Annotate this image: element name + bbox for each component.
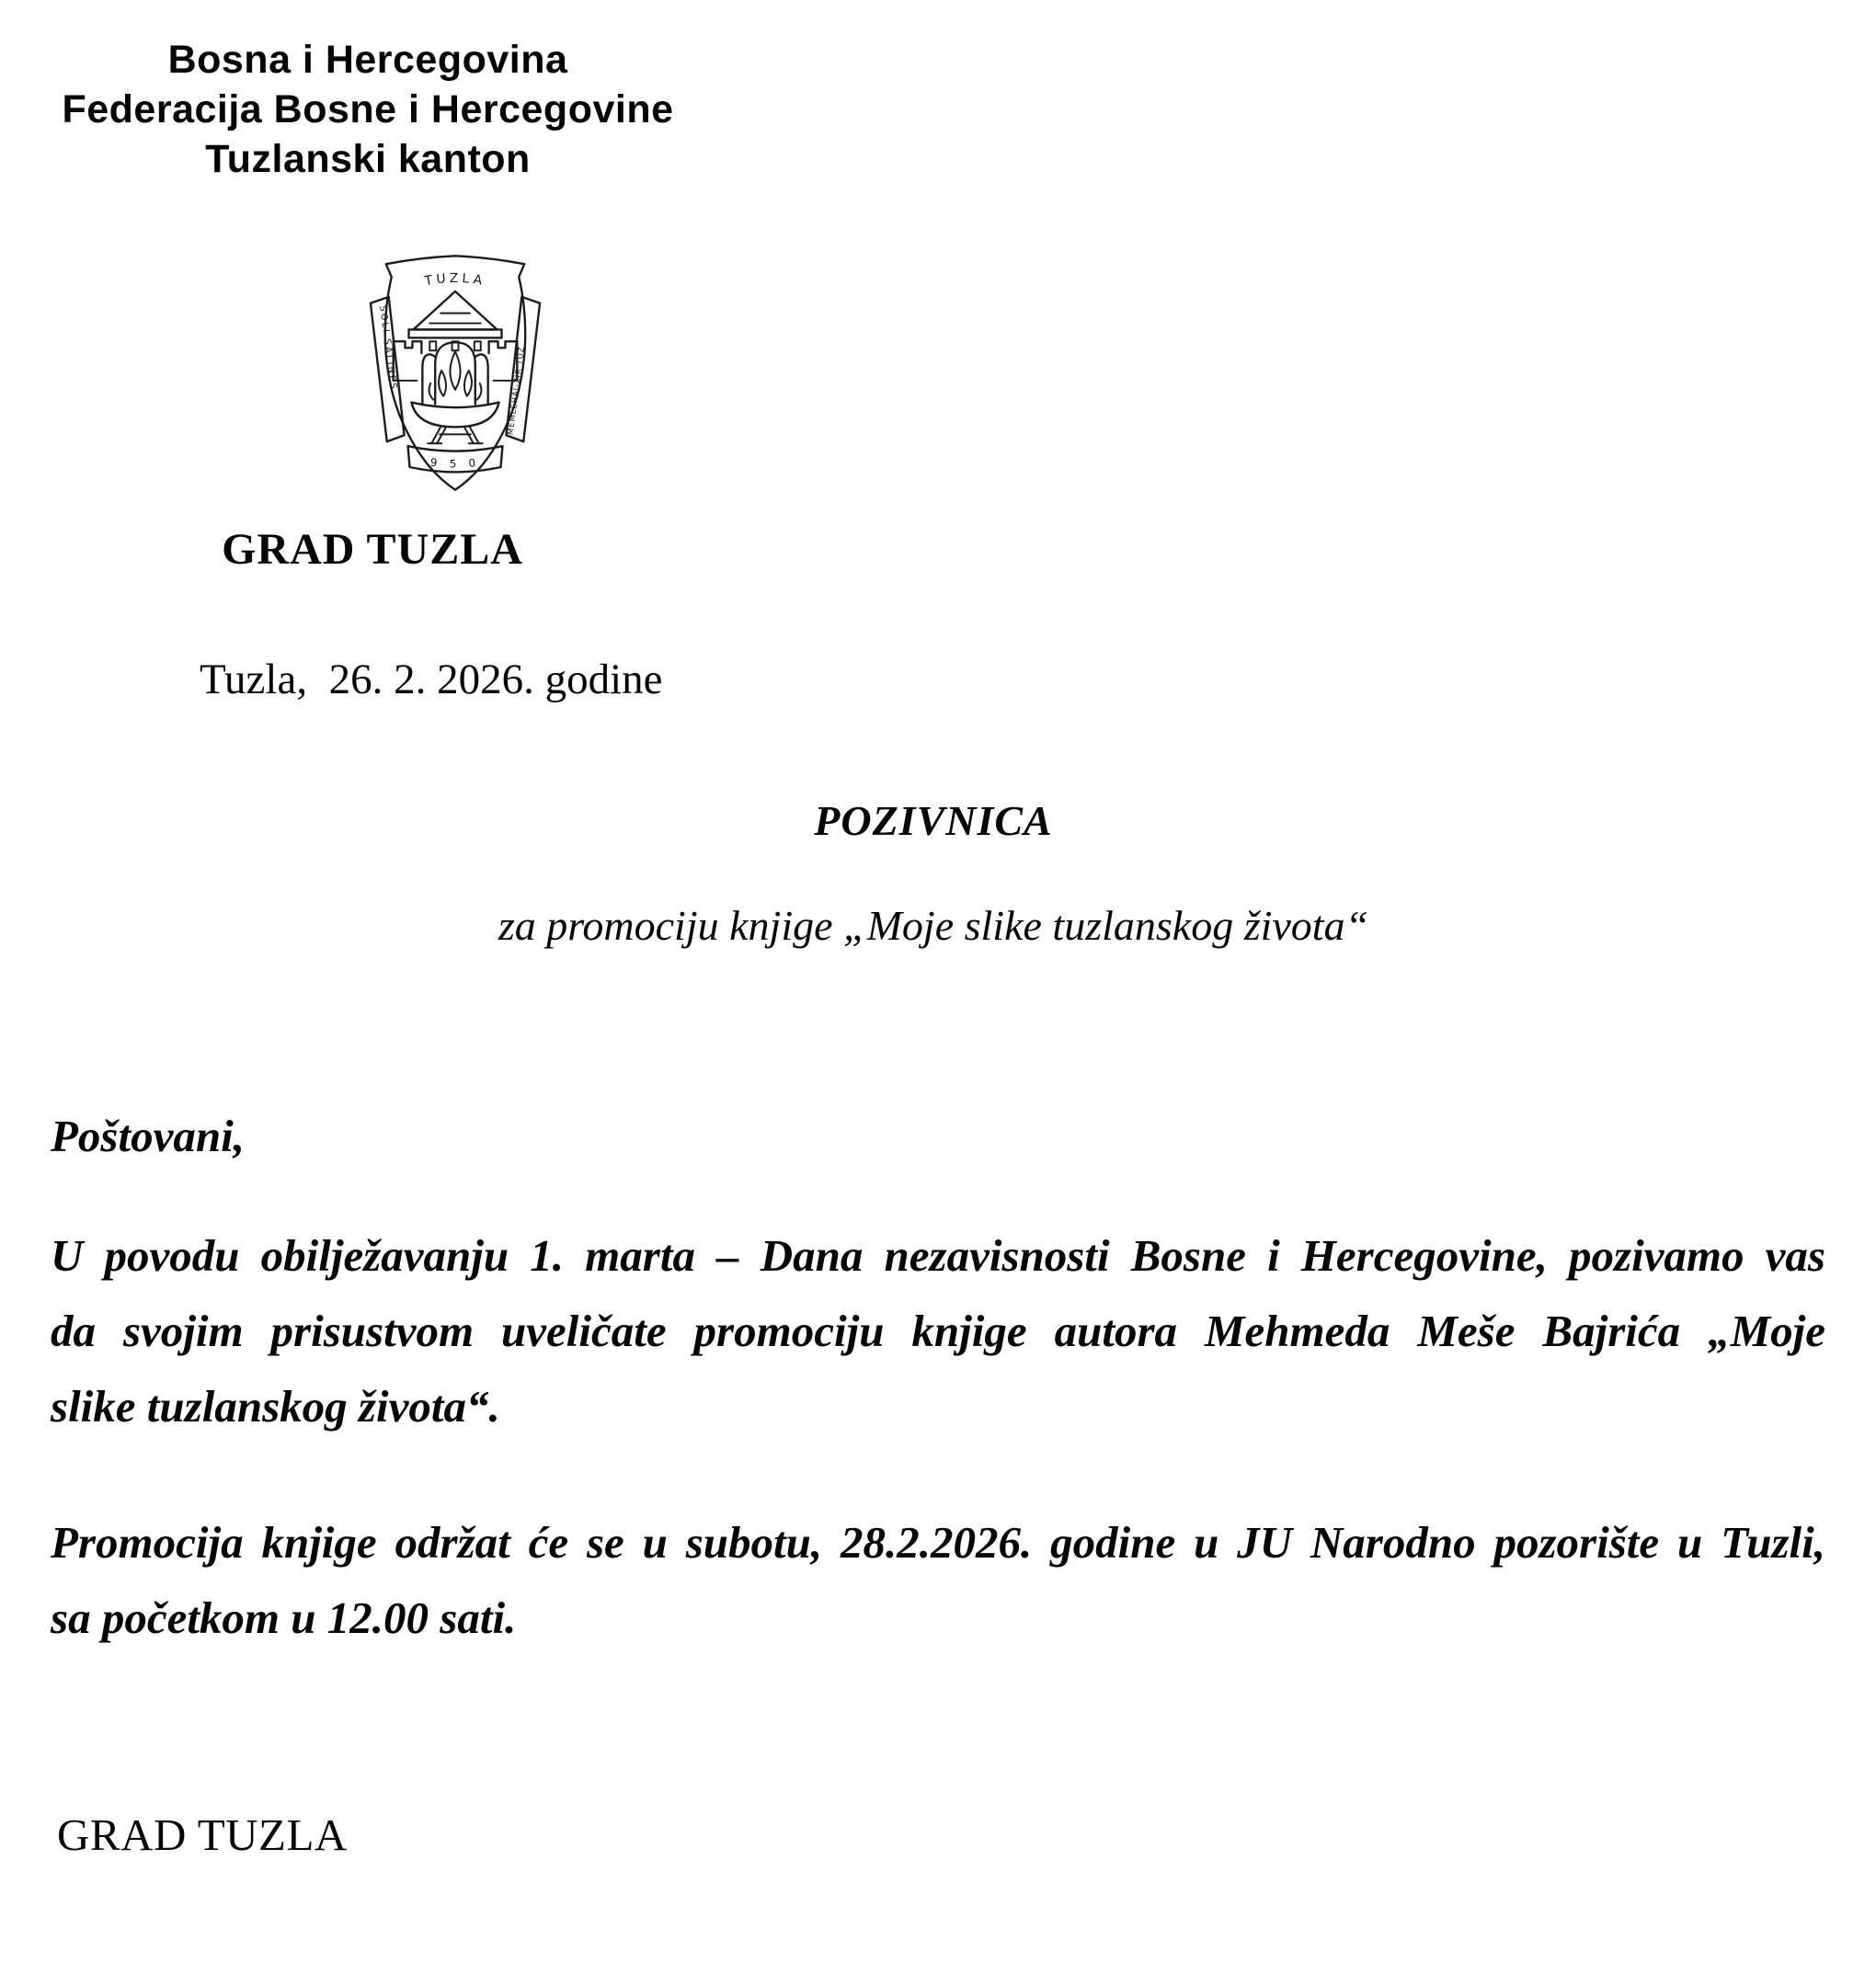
body-paragraph-2 [51,1505,1825,1656]
emblem-year-text: 9 5 0 [429,455,481,471]
emblem-right-ribbon-text: MEMLEHAI-ZIR TUZ [505,346,526,436]
header-country: Bosna i Hercegovina [167,38,568,82]
organization-name: GRAD TUZLA [222,525,523,574]
salt-pan-bowl [411,403,498,428]
flame [464,371,472,396]
tower-window [475,341,481,350]
tower-window [429,341,436,350]
body-paragraph-1 [51,1218,1825,1444]
gate-right-arch [475,355,488,405]
emblem-left-ribbon-text: SOLI SALINES [377,304,399,392]
svg-text:MEMLEHAI-ZIR TUZ [506,346,526,436]
paragraph1-line3: slike tuzlanskog života“. [51,1381,500,1432]
paragraph1-line2: da svojim prisustvom uveličate promociju knjige autora Mehmeda Meše Bajrića „Moje [51,1306,1825,1356]
svg-text:TUZLA [423,271,487,289]
flame [477,383,482,400]
paragraph1-line1: U povodu obilježavanju 1. marta – Dana nezavisnosti Bosne i Hercegovine, pozivamo vas [51,1230,1825,1281]
flame [439,371,446,396]
svg-text:9 5 0 [429,456,481,471]
flame [429,383,434,400]
salt-pan-rim [411,403,498,407]
flame [450,351,460,390]
document-subtitle: za promociju knjige „Moje slike tuzlanskog života“ [498,902,1369,949]
gate-left-arch [422,355,435,405]
header-federation: Federacija Bosne i Hercegovine [62,87,674,131]
paragraph2-line2: sa početkom u 12.00 sati. [51,1592,517,1643]
document-title: POZIVNICA [814,797,1053,844]
tower-cornice [409,329,502,337]
signature-org-name: GRAD TUZLA [57,1809,348,1860]
salutation: Poštovani, [51,1111,245,1161]
header-canton: Tuzlanski kanton [205,137,531,181]
place-and-date-line: Tuzla, 26. 2. 2026. godine [200,656,663,703]
paragraph2-line1: Promocija knjige održat će se u subotu, 28.2.2026. godine u JU Narodno pozorište u Tuzli, [51,1517,1825,1568]
tuzla-coat-of-arms-icon [364,250,546,498]
emblem-city-name: TUZLA [423,270,487,290]
government-header [46,35,690,184]
emblem-svg [364,250,546,498]
